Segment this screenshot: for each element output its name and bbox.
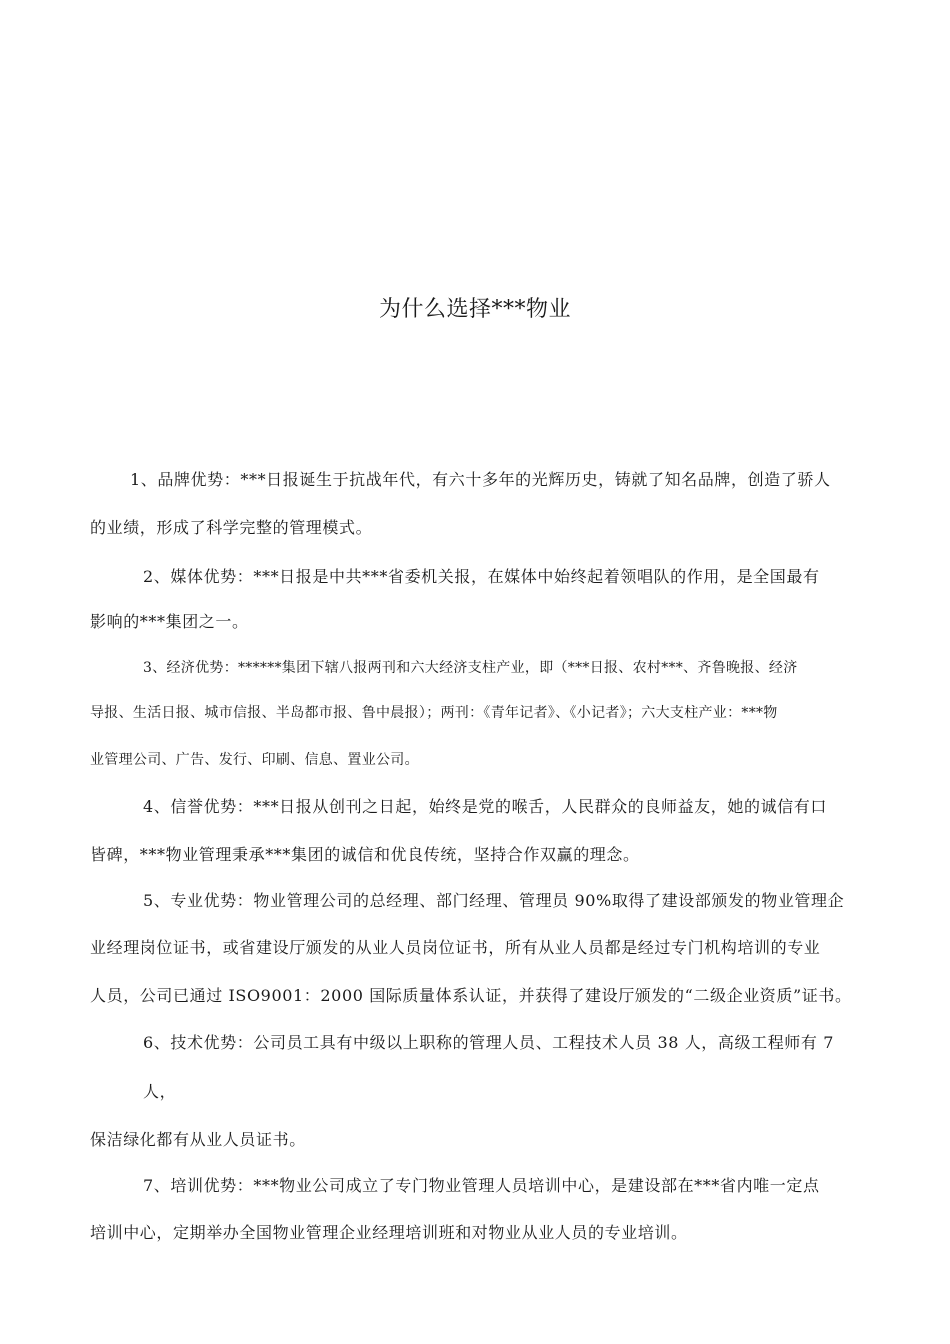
paragraph-media-line-2: 影响的***集团之一。 bbox=[90, 612, 249, 631]
paragraph-professional-line-1: 5、专业优势：物业管理公司的总经理、部门经理、管理员 90%取得了建设部颁发的物业管理企 bbox=[143, 891, 845, 910]
paragraph-training-line-1: 7、培训优势：***物业公司成立了专门物业管理人员培训中心，是建设部在***省内唯一定点 bbox=[143, 1176, 820, 1195]
paragraph-economy-line-3: 业管理公司、广告、发行、印刷、信息、置业公司。 bbox=[90, 752, 419, 768]
paragraph-technology-line-2: 人， bbox=[143, 1082, 177, 1101]
paragraph-economy-line-2: 导报、生活日报、城市信报、半岛都市报、鲁中晨报）；两刊：《青年记者》、《小记者》；六大支柱产业：***物 bbox=[90, 705, 778, 721]
paragraph-training-line-2: 培训中心，定期举办全国物业管理企业经理培训班和对物业从业人员的专业培训。 bbox=[90, 1223, 688, 1242]
paragraph-technology-line-3: 保洁绿化都有从业人员证书。 bbox=[90, 1130, 306, 1149]
paragraph-professional-line-2: 业经理岗位证书，或省建设厅颁发的从业人员岗位证书，所有从业人员都是经过专门机构培训的专业 bbox=[90, 938, 821, 957]
paragraph-technology-line-1: 6、技术优势：公司员工具有中级以上职称的管理人员、工程技术人员 38 人，高级工程师有 7 bbox=[143, 1033, 834, 1052]
paragraph-media-line-1: 2、媒体优势：***日报是中共***省委机关报，在媒体中始终起着领唱队的作用，是全国最有 bbox=[143, 567, 820, 586]
paragraph-economy-line-1: 3、经济优势：******集团下辖八报两刊和六大经济支柱产业，即（***日报、农村***、齐鲁晚报、经济 bbox=[143, 660, 798, 676]
paragraph-credit-line-2: 皆碑，***物业管理秉承***集团的诚信和优良传统，坚持合作双赢的理念。 bbox=[90, 845, 640, 864]
document-title: 为什么选择***物业 bbox=[378, 297, 571, 322]
paragraph-professional-line-3: 人员，公司已通过 ISO9001：2000 国际质量体系认证，并获得了建设厅颁发的“二级企业资质”证书。 bbox=[90, 986, 852, 1005]
paragraph-credit-line-1: 4、信誉优势：***日报从创刊之日起，始终是党的喉舌，人民群众的良师益友，她的诚信有口 bbox=[143, 797, 827, 816]
paragraph-brand-line-2: 的业绩，形成了科学完整的管理模式。 bbox=[90, 518, 373, 537]
paragraph-brand-line-1: 1、品牌优势：***日报诞生于抗战年代，有六十多年的光辉历史，铸就了知名品牌，创造了骄人 bbox=[130, 470, 831, 489]
